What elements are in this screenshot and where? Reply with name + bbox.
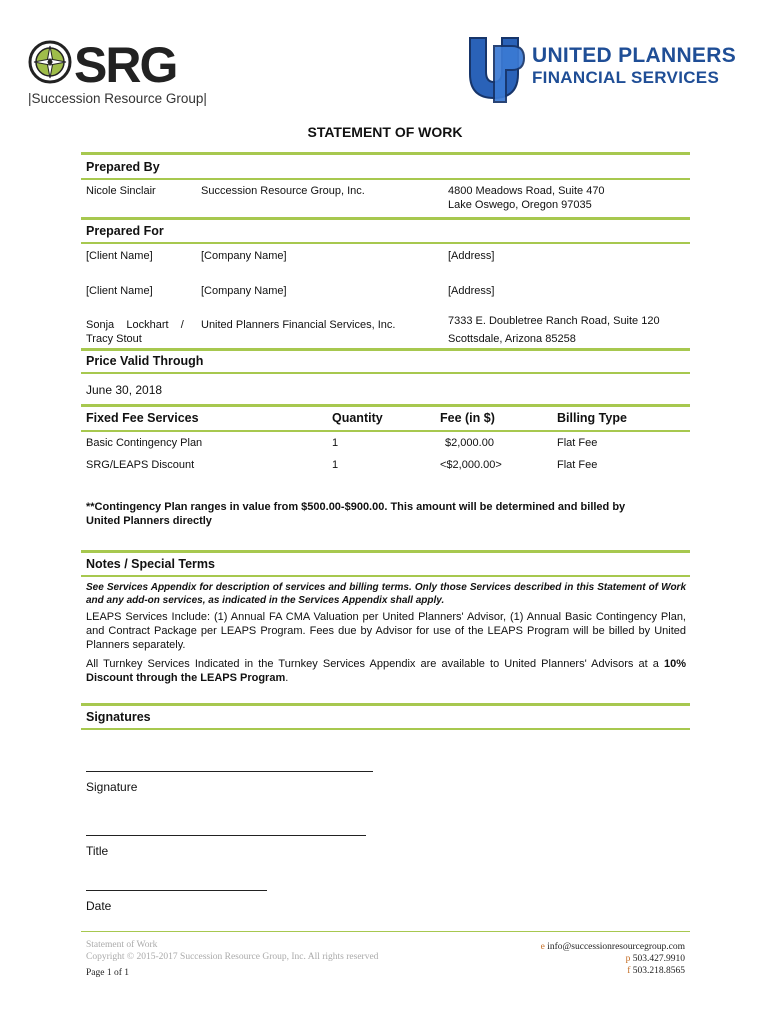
up-contact-name-line1: Sonja Lockhart / bbox=[86, 319, 184, 331]
srg-tagline: |Succession Resource Group| bbox=[28, 91, 207, 106]
title-label: Title bbox=[86, 844, 109, 858]
client-address: [Address] bbox=[448, 285, 495, 297]
footer-phone: p 503.427.9910 bbox=[625, 954, 685, 964]
section-divider bbox=[81, 348, 690, 351]
footer-email-link[interactable]: info@successionresourcegroup.com bbox=[547, 942, 685, 952]
footnote-line1: **Contingency Plan ranges in value from $500.00-$900.00. This amount will be determined and billed by bbox=[86, 501, 626, 513]
footer-divider bbox=[81, 931, 690, 932]
price-valid-date: June 30, 2018 bbox=[86, 383, 163, 397]
client-name: [Client Name] bbox=[86, 250, 153, 262]
notes-paragraph-1: LEAPS Services Include: (1) Annual FA CMA Valuation per United Planners' Advisor, (1) Annual Basic Contingency Plan, and Contract Package per LEAPS Program. Fees due by Advisor for use of the LEAPS Program will be billed by United Planners separately. bbox=[86, 611, 686, 651]
section-divider bbox=[81, 575, 690, 577]
title-line bbox=[86, 835, 366, 836]
up-logo-line1: UNITED PLANNERS bbox=[532, 44, 737, 67]
client-address: [Address] bbox=[448, 250, 495, 262]
service-fee: <$2,000.00> bbox=[440, 459, 502, 471]
page-title: STATEMENT OF WORK bbox=[307, 124, 463, 140]
section-divider bbox=[81, 242, 690, 244]
up-logo-line2: FINANCIAL SERVICES bbox=[532, 68, 720, 87]
notes-paragraph-2: All Turnkey Services Indicated in the Turnkey Services Appendix are available to United Planners' Advisors at a 10% Discount through the LEAPS Program. bbox=[86, 658, 686, 684]
notes-italic-text: See Services Appendix for description of services and billing terms. Only those Services described in this Statement of Work and any add-on services, as indicated in the Services Appendix shall apply. bbox=[86, 582, 686, 606]
up-address-line1: 7333 E. Doubletree Ranch Road, Suite 120 bbox=[448, 315, 660, 327]
prepared-for-heading: Prepared For bbox=[86, 224, 164, 238]
signatures-heading: Signatures bbox=[86, 710, 151, 724]
signature-label: Signature bbox=[86, 780, 138, 794]
prepared-by-heading: Prepared By bbox=[86, 160, 160, 174]
footer-doc-name: Statement of Work bbox=[86, 940, 158, 950]
footnote-line2: United Planners directly bbox=[86, 515, 212, 527]
footer-fax: f 503.218.8565 bbox=[627, 966, 685, 976]
preparer-address-line2: Lake Oswego, Oregon 97035 bbox=[448, 199, 592, 211]
signature-line bbox=[86, 771, 373, 772]
service-name: SRG/LEAPS Discount bbox=[86, 459, 195, 471]
price-valid-heading: Price Valid Through bbox=[86, 354, 204, 368]
quantity-column-header: Quantity bbox=[332, 411, 383, 425]
services-column-header: Fixed Fee Services bbox=[86, 411, 199, 425]
section-divider bbox=[81, 550, 690, 553]
billing-type-column-header: Billing Type bbox=[557, 411, 627, 425]
up-address-line2: Scottsdale, Arizona 85258 bbox=[448, 333, 576, 345]
table-header-rule bbox=[81, 430, 690, 432]
fee-column-header: Fee (in $) bbox=[440, 411, 495, 425]
footer-copyright: Copyright © 2015-2017 Succession Resource Group, Inc. All rights reserved bbox=[86, 952, 379, 962]
up-contact-name-line2: Tracy Stout bbox=[86, 333, 142, 345]
client-name: [Client Name] bbox=[86, 285, 153, 297]
section-divider bbox=[81, 703, 690, 706]
preparer-address-line1: 4800 Meadows Road, Suite 470 bbox=[448, 185, 605, 197]
date-label: Date bbox=[86, 899, 112, 913]
table-top-rule bbox=[81, 404, 690, 407]
footer-email: e info@successionresourcegroup.com bbox=[540, 942, 685, 952]
client-company: [Company Name] bbox=[201, 285, 287, 297]
service-fee: $2,000.00 bbox=[445, 437, 494, 449]
united-planners-logo-icon bbox=[466, 32, 528, 104]
service-quantity: 1 bbox=[332, 437, 339, 449]
service-quantity: 1 bbox=[332, 459, 339, 471]
preparer-company: Succession Resource Group, Inc. bbox=[201, 185, 365, 197]
date-line bbox=[86, 890, 267, 891]
up-company: United Planners Financial Services, Inc. bbox=[201, 319, 396, 331]
service-name: Basic Contingency Plan bbox=[86, 437, 203, 449]
srg-logo-text: SRG bbox=[74, 37, 177, 93]
notes-heading: Notes / Special Terms bbox=[86, 557, 215, 571]
preparer-name: Nicole Sinclair bbox=[86, 185, 156, 197]
section-divider bbox=[81, 728, 690, 730]
compass-logo-icon bbox=[28, 40, 72, 84]
service-billing-type: Flat Fee bbox=[557, 437, 598, 449]
notes-discount-bold: 10% Discount through the LEAPS Program bbox=[86, 658, 686, 684]
section-divider bbox=[81, 217, 690, 220]
client-company: [Company Name] bbox=[201, 250, 287, 262]
section-divider bbox=[81, 152, 690, 155]
footer-page-number: Page 1 of 1 bbox=[86, 968, 130, 978]
service-billing-type: Flat Fee bbox=[557, 459, 598, 471]
section-divider bbox=[81, 372, 690, 374]
section-divider bbox=[81, 178, 690, 180]
